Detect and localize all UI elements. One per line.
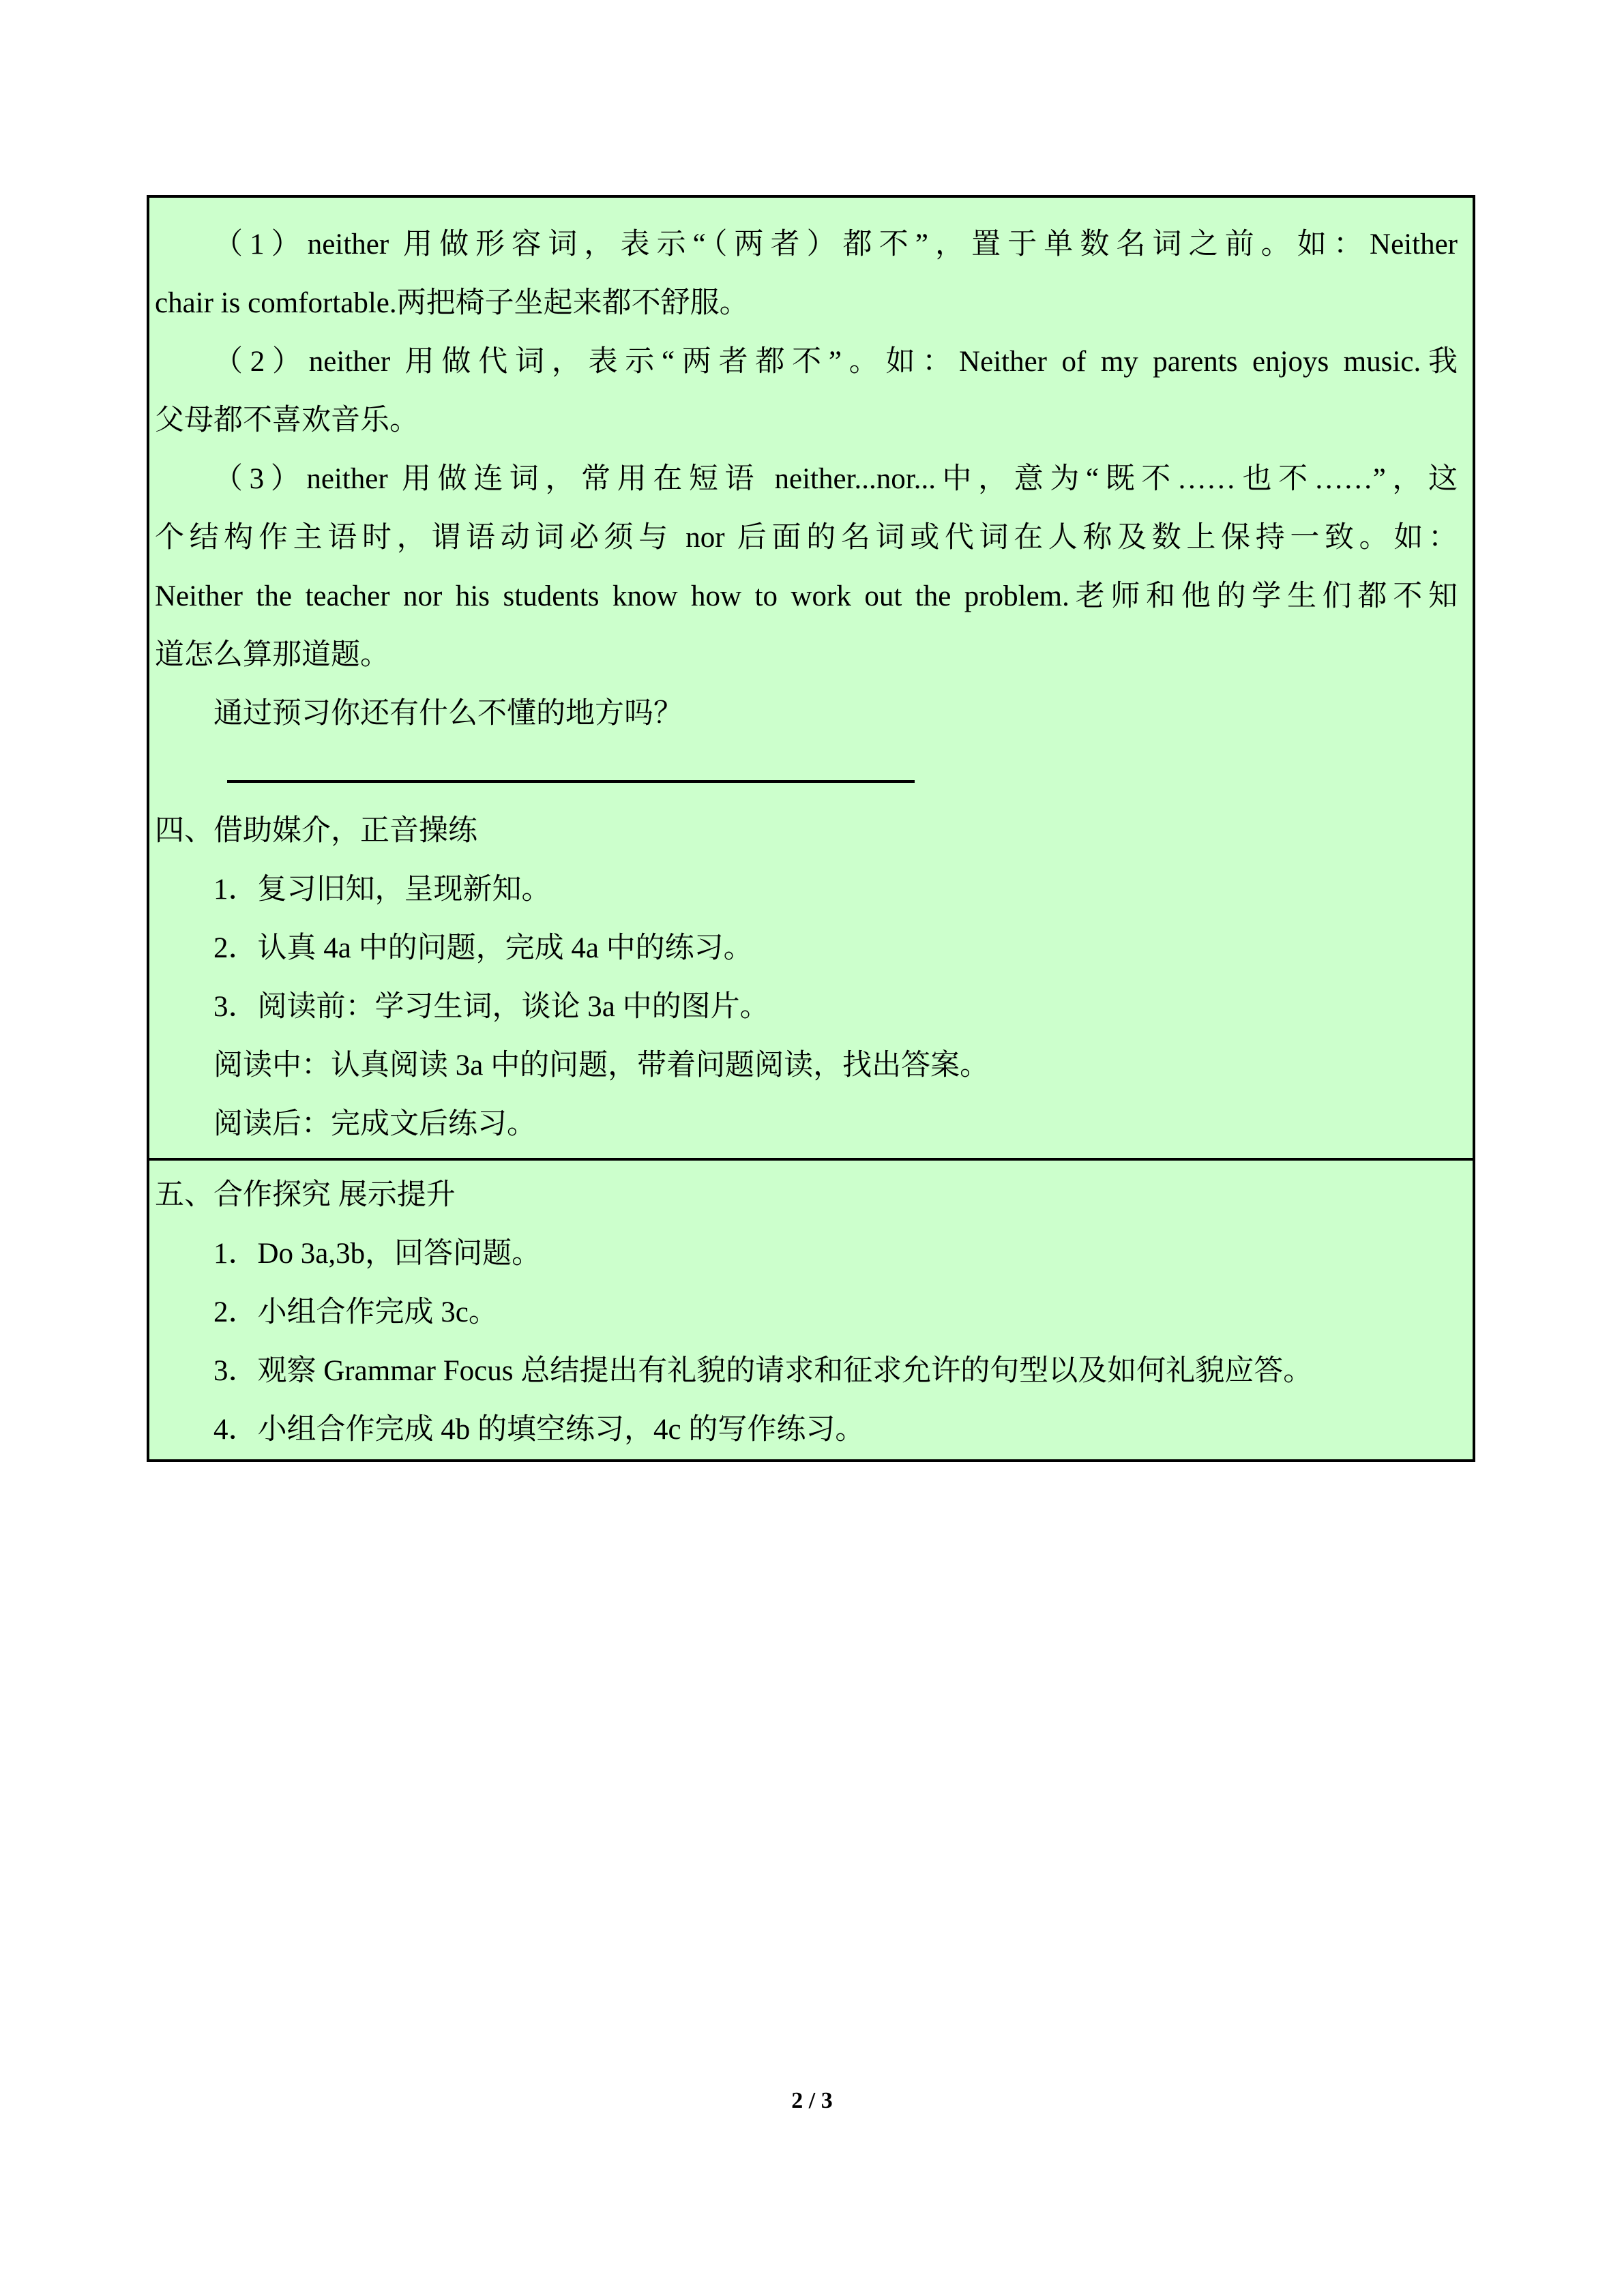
table-row-preview [149, 198, 1473, 1161]
text-line: 五、合作探究 展示提升 [155, 1179, 456, 1211]
blank-underline [227, 743, 915, 783]
text-line: 四、借助媒介，正音操练 [155, 815, 477, 847]
text-line: 3．观察 Grammar Focus 总结提出有礼貌的请求和征求允许的句型以及如何礼貌应答。 [213, 1355, 1313, 1387]
text-line: 阅读后：完成文后练习。 [213, 1108, 536, 1140]
text-line: Neither the teacher nor his students know how to work out the problem.老师和他的学生们都不知 [155, 580, 1458, 612]
text-line: （2）neither 用做代词，表示“两者都不”。如：Neither of my parents enjoys music.我 [213, 346, 1458, 378]
text-line: （3）neither 用做连词，常用在短语 neither...nor...中，意为“既不……也不……”，这 [213, 463, 1458, 495]
text-line: 道怎么算那道题。 [155, 639, 389, 671]
text-line: 通过预习你还有什么不懂的地方吗？ [213, 698, 683, 730]
text-line: 阅读中：认真阅读 3a 中的问题，带着问题阅读，找出答案。 [213, 1049, 990, 1082]
text-line: 4．小组合作完成 4b 的填空练习，4c 的写作练习。 [213, 1414, 865, 1446]
text-line: 3．阅读前：学习生词，谈论 3a 中的图片。 [213, 991, 769, 1023]
table-row-cooperation [149, 1161, 1473, 1459]
text-line: 2．认真 4a 中的问题，完成 4a 中的练习。 [213, 932, 753, 964]
text-line: 1．复习旧知，呈现新知。 [213, 874, 551, 906]
lesson-plan-table [147, 195, 1475, 1462]
text-line: （1）neither 用做形容词，表示“（两者）都不”，置于单数名词之前。如：Neither [213, 228, 1458, 260]
text-line: 个结构作主语时，谓语动词必须与 nor 后面的名词或代词在人称及数上保持一致。如： [155, 522, 1458, 554]
fill-in-blank-line [155, 743, 1458, 802]
text-line: 1．Do 3a,3b，回答问题。 [213, 1238, 542, 1270]
text-line: chair is comfortable.两把椅子坐起来都不舒服。 [155, 287, 749, 319]
page-number: 2 / 3 [791, 2088, 833, 2113]
text-line: 父母都不喜欢音乐。 [155, 404, 419, 436]
text-line: 2．小组合作完成 3c。 [213, 1296, 498, 1328]
